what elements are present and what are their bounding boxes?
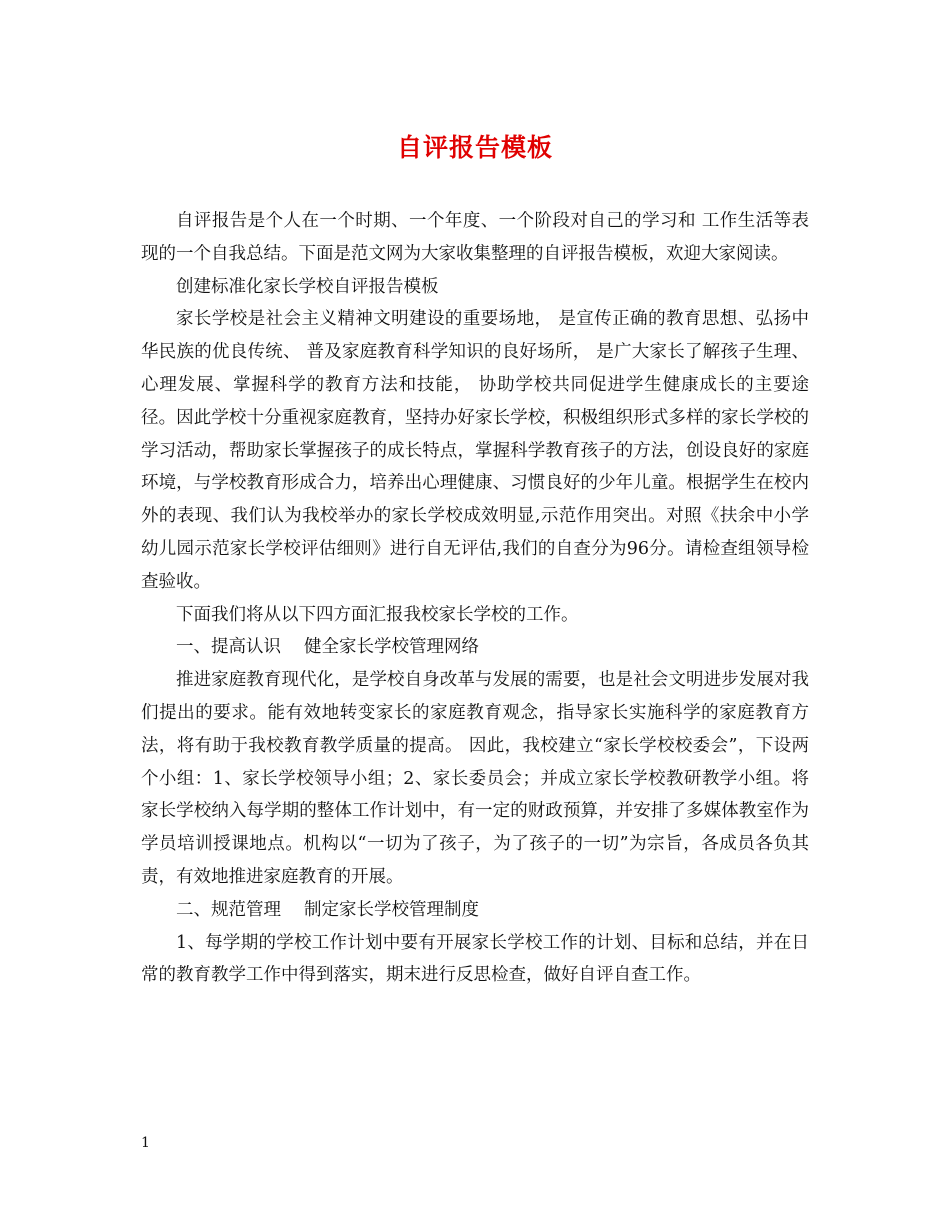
body-paragraph: 推进家庭教育现代化，是学校自身改革与发展的需要，也是社会文明进步发展对我们提出的要求。能有效地转变家长的家庭教育观念，指导家长实施科学的家庭教育方法，将有助于我校教育教学质量的提高。 因此，我校建立“家长学校校委会”，下设两个小组：1、家长学校领导小组；2、家长委员会；并成立家长学校教研教学小组。将家长学校纳入每学期的整体工作计划中，有一定的财政预算，并安排了多媒体教室作为学员培训授课地点。机构以“一切为了孩子，为了孩子的一切”为宗旨，各成员各负其责，有效地推进家庭教育的开展。: [141, 670, 809, 887]
document-title: 自评报告模板: [396, 133, 553, 162]
section-heading: 一、提高认识 健全家长学校管理网络: [176, 637, 480, 658]
body-paragraph: 家长学校是社会主义精神文明建设的重要场地， 是宣传正确的教育思想、弘扬中华民族的优良传统、 普及家庭教育科学知识的良好场所， 是广大家长了解孩子生理、 心理发展、掌握科学的教育方法和技能， 协助学校共同促进学生健康成长的主要途径。因此学校十分重视家庭教育，坚持办好家长学校，积极组织形式多样的家长学校的学习活动，帮助家长掌握孩子的成长特点，掌握科学教育孩子的方法，创设良好的家庭环境，与学校教育形成合力，培养出心理健康、习惯良好的少年儿童。根据学生在校内外的表现、我们认为我校举办的家长学校成效明显,示范作用突出。对照《扶余中小学幼儿园示范家长学校评估细则》进行自无评估,我们的自查分为96分。请检查组领导检查验收。: [141, 309, 809, 592]
section-heading: 二、规范管理 制定家长学校管理制度: [176, 899, 480, 920]
subtitle-heading: 创建标准化家长学校自评报告模板: [176, 276, 439, 297]
body-paragraph: 下面我们将从以下四方面汇报我校家长学校的工作。: [176, 604, 579, 625]
page-number: 1: [141, 1135, 150, 1151]
body-paragraph: 1、每学期的学校工作计划中要有开展家长学校工作的计划、目标和总结，并在日常的教育教学工作中得到落实，期末进行反思检查，做好自评自查工作。: [141, 932, 809, 986]
intro-paragraph: 自评报告是个人在一个时期、一个年度、一个阶段对自己的学习和 工作生活等表现的一个自我总结。下面是范文网为大家收集整理的自评报告模板，欢迎大家阅读。: [141, 211, 809, 264]
document-body: [141, 205, 809, 992]
